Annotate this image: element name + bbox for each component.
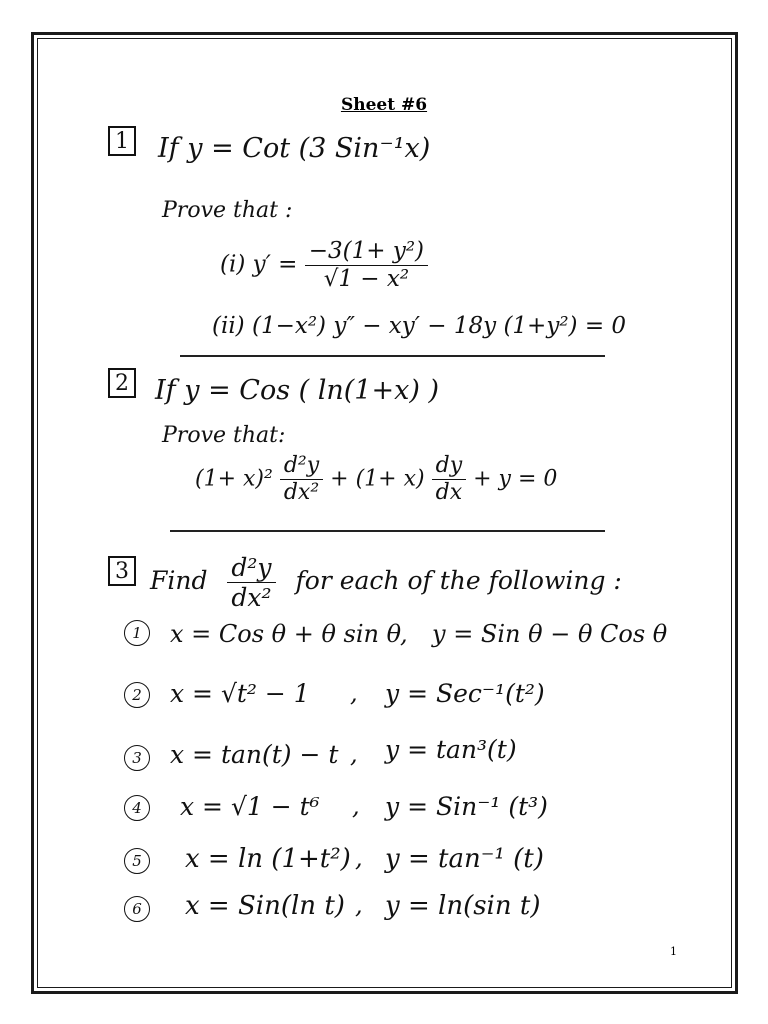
problem-2-prove-label: Prove that: — [162, 423, 286, 448]
second-derivative-numerator: d²y — [280, 455, 323, 480]
part-i-numerator: −3(1+ y²) — [305, 240, 428, 266]
item-1-sep: , — [400, 620, 408, 648]
page-title: Sheet #6 — [340, 95, 428, 115]
find-fraction — [227, 555, 275, 610]
item-2-sep: , — [350, 679, 358, 707]
problem-2-statement: If y = Cos ( ln(1+x) ) — [155, 375, 439, 406]
item-3-y: y = tan³(t) — [385, 735, 517, 764]
problem-1-statement: If y = Cot (3 Sin⁻¹x) — [158, 133, 431, 164]
item-4-sep: , — [352, 792, 360, 820]
item-3-x: x = tan(t) − t — [170, 740, 339, 769]
item-3-sep: , — [350, 740, 358, 768]
item-4-y: y = Sin⁻¹ (t³) — [385, 792, 548, 821]
item-5-y: y = tan⁻¹ (t) — [385, 844, 544, 874]
problem-2-equation — [195, 455, 557, 504]
problem-1-part-ii: (ii) (1−x²) y″ − xy′ − 18y (1+y²) = 0 — [212, 313, 627, 339]
item-1-x: x = Cos θ + θ sin θ — [170, 620, 402, 648]
part-i-fraction — [305, 240, 428, 291]
first-derivative-fraction — [432, 455, 467, 504]
item-5-sep: , — [355, 844, 363, 872]
item-5-marker: 5 — [124, 848, 150, 874]
item-4-x: x = √1 − t⁶ — [180, 792, 320, 821]
problem-2-number: 2 — [108, 368, 136, 398]
item-4-marker: 4 — [124, 795, 150, 821]
divider-1 — [180, 355, 605, 357]
problem-1-number: 1 — [108, 126, 136, 156]
for-each-label: for each of the following : — [295, 566, 622, 595]
item-5-x: x = ln (1+t²) — [185, 844, 351, 874]
item-6-marker: 6 — [124, 896, 150, 922]
item-6-x: x = Sin(ln t) — [185, 891, 345, 921]
item-2-y: y = Sec⁻¹(t²) — [385, 679, 545, 708]
find-denominator: dx² — [231, 583, 272, 612]
item-1-y: y = Sin θ − θ Cos θ — [432, 620, 668, 648]
find-label: Find — [150, 566, 208, 595]
equation-lead: (1+ x)² — [195, 466, 273, 492]
item-1-marker: 1 — [124, 620, 150, 646]
first-derivative-numerator: dy — [432, 455, 467, 480]
part-i-denominator: √1 − x² — [323, 266, 410, 292]
find-numerator: d²y — [227, 555, 275, 583]
item-6-y: y = ln(sin t) — [385, 891, 541, 921]
item-6-sep: , — [355, 891, 363, 919]
item-2-marker: 2 — [124, 682, 150, 708]
page-number: 1 — [670, 945, 677, 958]
item-2-x: x = √t² − 1 — [170, 679, 310, 708]
problem-1-prove-label: Prove that : — [162, 198, 293, 223]
problem-3-header — [150, 555, 622, 610]
second-derivative-denominator: dx² — [283, 480, 320, 505]
problem-3-number: 3 — [108, 556, 136, 586]
second-derivative-fraction — [280, 455, 323, 504]
equation-tail: + y = 0 — [473, 466, 558, 492]
divider-2 — [170, 530, 605, 532]
problem-1-part-i — [220, 240, 428, 291]
equation-middle: + (1+ x) — [330, 466, 425, 492]
first-derivative-denominator: dx — [435, 480, 463, 505]
part-i-label: (i) y′ = — [220, 251, 298, 278]
item-3-marker: 3 — [124, 745, 150, 771]
